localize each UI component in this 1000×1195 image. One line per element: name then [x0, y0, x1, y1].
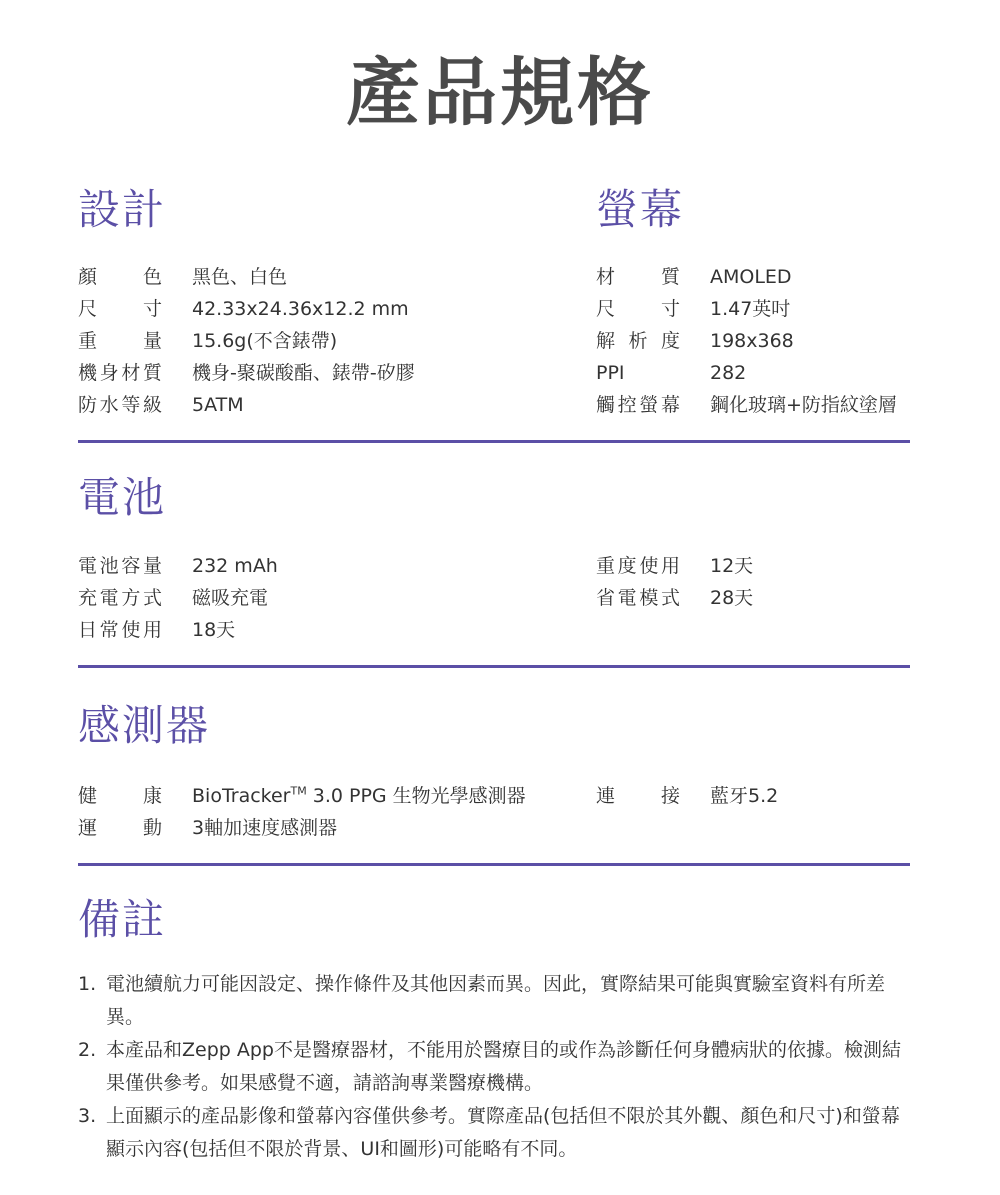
spec-value: 黑色、白色	[192, 266, 288, 288]
spec-row	[78, 614, 558, 646]
screen-spec-list	[596, 261, 926, 421]
spec-label: PPI	[596, 362, 625, 384]
spec-value: 15.6g(不含錶帶)	[192, 330, 338, 352]
divider	[78, 665, 910, 668]
spec-value: 3軸加速度感測器	[192, 817, 338, 839]
spec-value: 232 mAh	[192, 555, 278, 577]
screen-heading: 螢幕	[596, 185, 685, 234]
spec-row	[78, 582, 558, 614]
note-text: 本產品和Zepp App不是醫療器材，不能用於醫療目的或作為診斷任何身體病狀的依據。檢測結果僅供參考。如果感覺不適，請諮詢專業醫療機構。	[106, 1039, 901, 1094]
connect-spec-list	[596, 780, 926, 812]
spec-row	[78, 261, 558, 293]
spec-row	[78, 293, 558, 325]
battery-heading: 電池	[78, 473, 167, 522]
spec-label: 防水等級	[78, 394, 162, 416]
spec-label: 電池容量	[78, 555, 162, 577]
spec-label: 重量	[78, 330, 162, 352]
sensors-spec-list	[78, 780, 558, 844]
spec-label: 充電方式	[78, 587, 162, 609]
notes-heading: 備註	[78, 895, 167, 944]
note-item	[78, 1034, 914, 1100]
spec-value: 鋼化玻璃+防指紋塗層	[710, 394, 897, 416]
spec-label: 省電模式	[596, 587, 680, 609]
spec-row	[596, 550, 926, 582]
spec-value: 18天	[192, 619, 236, 641]
spec-row	[78, 812, 558, 844]
spec-value: 12天	[710, 555, 754, 577]
spec-value	[192, 780, 526, 812]
spec-label: 解析度	[596, 330, 680, 352]
spec-row	[596, 389, 926, 421]
spec-label: 顏色	[78, 266, 162, 288]
spec-value: 1.47英吋	[710, 298, 791, 320]
note-number: 1.	[78, 973, 97, 995]
spec-label: 日常使用	[78, 619, 162, 641]
spec-row	[78, 357, 558, 389]
spec-label: 重度使用	[596, 555, 680, 577]
spec-value: 198x368	[710, 330, 794, 352]
spec-label: 尺寸	[78, 298, 162, 320]
spec-value: 42.33x24.36x12.2 mm	[192, 298, 409, 320]
spec-row	[596, 261, 926, 293]
spec-row	[596, 357, 926, 389]
design-spec-list	[78, 261, 558, 421]
spec-value: 磁吸充電	[192, 587, 269, 609]
spec-label: 運動	[78, 817, 162, 839]
note-number: 2.	[78, 1039, 97, 1061]
sensor-brand: BioTracker	[192, 785, 291, 807]
spec-row	[596, 325, 926, 357]
note-item	[78, 968, 914, 1034]
spec-label: 機身材質	[78, 362, 162, 384]
spec-label: 尺寸	[596, 298, 680, 320]
note-item	[78, 1100, 914, 1166]
note-text: 上面顯示的產品影像和螢幕內容僅供參考。實際產品(包括但不限於其外觀、顏色和尺寸)和螢幕顯示內容(包括但不限於背景、UI和圖形)可能略有不同。	[106, 1105, 900, 1160]
spec-row	[596, 780, 926, 812]
spec-value: 5ATM	[192, 394, 244, 416]
trademark-mark: TM	[290, 784, 307, 798]
note-number: 3.	[78, 1105, 97, 1127]
spec-row	[78, 389, 558, 421]
note-text: 電池續航力可能因設定、操作條件及其他因素而異。因此，實際結果可能與實驗室資料有所差異。	[106, 973, 886, 1028]
spec-label: 連接	[596, 785, 680, 807]
spec-value: AMOLED	[710, 266, 792, 288]
spec-row	[78, 325, 558, 357]
spec-row	[596, 293, 926, 325]
spec-row	[78, 550, 558, 582]
spec-value: 282	[710, 362, 747, 384]
battery-spec-list-left	[78, 550, 558, 646]
spec-label: 健康	[78, 785, 162, 807]
sensors-heading: 感測器	[78, 701, 211, 750]
page-title: 產品規格	[346, 50, 654, 136]
divider	[78, 863, 910, 866]
notes-list	[78, 968, 914, 1166]
spec-row	[596, 582, 926, 614]
battery-spec-list-right	[596, 550, 926, 614]
spec-row	[78, 780, 558, 812]
spec-value: 機身-聚碳酸酯、錶帶-矽膠	[192, 362, 415, 384]
spec-label: 材質	[596, 266, 680, 288]
sensor-desc: 3.0 PPG 生物光學感測器	[306, 785, 526, 807]
spec-label: 觸控螢幕	[596, 394, 680, 416]
design-heading: 設計	[78, 185, 167, 234]
spec-value: 藍牙5.2	[710, 785, 779, 807]
divider	[78, 440, 910, 443]
spec-value: 28天	[710, 587, 754, 609]
